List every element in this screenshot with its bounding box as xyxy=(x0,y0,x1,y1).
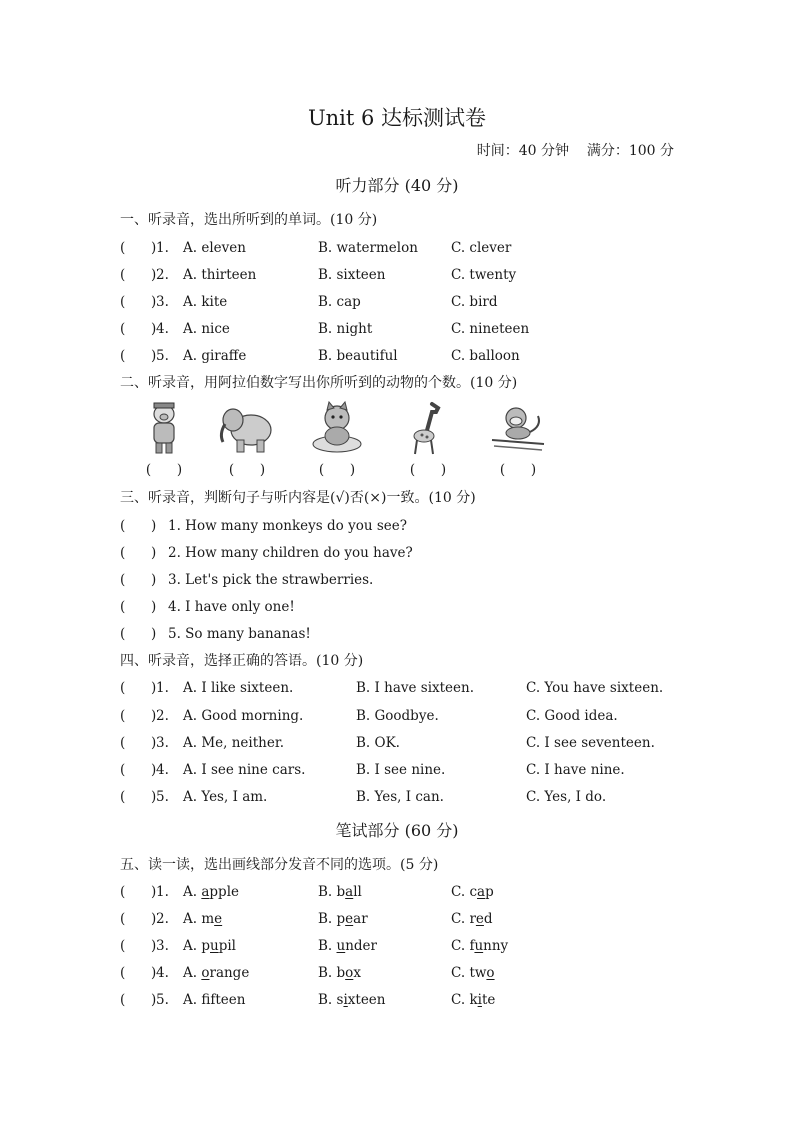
statement-text: 5. So many bananas! xyxy=(168,626,311,642)
question-number: 4. xyxy=(156,321,169,337)
option-a: A. pupil xyxy=(183,938,236,954)
option-a: A. ffteen xyxy=(183,992,246,1008)
question-number: 1. xyxy=(156,240,169,256)
question-number: 3. xyxy=(156,735,169,751)
question-number: 4. xyxy=(156,762,169,778)
elephant-icon xyxy=(215,400,279,458)
option-c: C. kite xyxy=(451,992,496,1008)
option-a: A. giraffe xyxy=(183,348,247,364)
count-blank[interactable]: ( ) xyxy=(318,462,356,478)
answer-bracket[interactable]: ( ) xyxy=(120,789,157,805)
underlined-letter: a xyxy=(345,884,354,900)
question-number: 4. xyxy=(156,965,169,981)
option-c: C. I see seventeen. xyxy=(526,735,655,751)
answer-bracket[interactable]: ( ) xyxy=(120,599,157,615)
answer-bracket[interactable]: ( ) xyxy=(120,294,157,310)
answer-bracket[interactable]: ( ) xyxy=(120,884,157,900)
option-a: A. Yes, I am. xyxy=(183,789,268,805)
option-a: A. kite xyxy=(183,294,228,310)
option-c: C. red xyxy=(451,911,493,927)
option-b: B. under xyxy=(318,938,377,954)
count-blank[interactable]: ( ) xyxy=(228,462,266,478)
answer-bracket[interactable]: ( ) xyxy=(120,572,157,588)
answer-bracket[interactable]: ( ) xyxy=(120,626,157,642)
underlined-letter: e xyxy=(475,911,484,927)
answer-bracket[interactable]: ( ) xyxy=(120,267,157,283)
question-number: 2. xyxy=(156,911,169,927)
option-c: C. two xyxy=(451,965,495,981)
question-number: 2. xyxy=(156,267,169,283)
option-c: C. twenty xyxy=(451,267,517,283)
option-b: B. cap xyxy=(318,294,361,310)
statement-text: 4. I have only one! xyxy=(168,599,295,615)
time-score-info: 时间：40 分钟 满分：100 分 xyxy=(476,143,674,159)
answer-bracket[interactable]: ( ) xyxy=(120,965,157,981)
underlined-letter: e xyxy=(214,911,223,927)
option-a: A. me xyxy=(183,911,223,927)
option-a: A. nice xyxy=(183,321,230,337)
option-b: B. sixteen xyxy=(318,267,386,283)
answer-bracket[interactable]: ( ) xyxy=(120,938,157,954)
option-c: C. You have sixteen. xyxy=(526,680,664,696)
underlined-letter: o xyxy=(345,965,354,981)
written-part-title: 笔试部分 (60 分) xyxy=(335,821,459,840)
question-number: 5. xyxy=(156,348,169,364)
underlined-letter: o xyxy=(486,965,495,981)
section5-title: 五、读一读，选出画线部分发音不同的选项。(5 分) xyxy=(120,857,439,873)
statement-text: 1. How many monkeys do you see? xyxy=(168,518,407,534)
answer-bracket[interactable]: ( ) xyxy=(120,911,157,927)
underlined-letter: a xyxy=(477,884,486,900)
option-a: A. Me, neither. xyxy=(183,735,285,751)
page-title: Unit 6 达标测试卷 xyxy=(307,106,487,130)
question-number: 5. xyxy=(156,992,169,1008)
underlined-letter: i xyxy=(343,992,348,1008)
option-b: B. I see nine. xyxy=(356,762,446,778)
cat-icon xyxy=(305,400,369,458)
section1-title: 一、听录音，选出所听到的单词。(10 分) xyxy=(120,212,378,228)
count-blank[interactable]: ( ) xyxy=(409,462,447,478)
animal-item xyxy=(132,400,196,478)
option-b: B. sixteen xyxy=(318,992,386,1008)
option-b: B. beautiful xyxy=(318,348,398,364)
underlined-letter: e xyxy=(345,911,354,927)
option-b: B. box xyxy=(318,965,361,981)
option-b: B. night xyxy=(318,321,373,337)
underlined-letter: u xyxy=(336,938,346,954)
answer-bracket[interactable]: ( ) xyxy=(120,762,157,778)
option-c: C. clever xyxy=(451,240,512,256)
option-a: A. thirteen xyxy=(183,267,257,283)
option-a: A. I see nine cars. xyxy=(183,762,306,778)
option-c: C. bird xyxy=(451,294,498,310)
option-b: B. watermelon xyxy=(318,240,418,256)
option-b: B. I have sixteen. xyxy=(356,680,475,696)
question-number: 3. xyxy=(156,294,169,310)
animal-item xyxy=(305,400,369,478)
question-number: 3. xyxy=(156,938,169,954)
underlined-letter: i xyxy=(477,992,482,1008)
option-a: A. apple xyxy=(183,884,239,900)
option-a: A. orange xyxy=(183,965,250,981)
monkey-icon xyxy=(486,400,550,458)
answer-bracket[interactable]: ( ) xyxy=(120,735,157,751)
statement-text: 2. How many children do you have? xyxy=(168,545,413,561)
question-number: 2. xyxy=(156,708,169,724)
answer-bracket[interactable]: ( ) xyxy=(120,348,157,364)
animal-item xyxy=(215,400,279,478)
statement-text: 3. Let's pick the strawberries. xyxy=(168,572,374,588)
answer-bracket[interactable]: ( ) xyxy=(120,708,157,724)
animal-item xyxy=(396,400,460,478)
giraffe-icon xyxy=(396,400,460,458)
option-b: B. OK. xyxy=(356,735,400,751)
option-a: A. Good morning. xyxy=(183,708,304,724)
underlined-letter: u xyxy=(210,938,219,954)
listening-part-title: 听力部分 (40 分) xyxy=(335,176,459,195)
underlined-letter: a xyxy=(201,884,210,900)
option-b: B. Goodbye. xyxy=(356,708,439,724)
answer-bracket[interactable]: ( ) xyxy=(120,240,157,256)
pig-icon xyxy=(132,400,196,458)
underlined-letter: o xyxy=(201,965,210,981)
option-c: C. Good idea. xyxy=(526,708,618,724)
question-number: 5. xyxy=(156,789,169,805)
option-c: C. cap xyxy=(451,884,494,900)
animal-pictures xyxy=(120,400,580,488)
question-number: 1. xyxy=(156,884,169,900)
option-c: C. Yes, I do. xyxy=(526,789,607,805)
section3-title: 三、听录音，判断句子与听内容是(√)否(×)一致。(10 分) xyxy=(120,490,476,506)
question-number: 1. xyxy=(156,680,169,696)
underlined-letter: u xyxy=(474,938,484,954)
option-c: C. balloon xyxy=(451,348,520,364)
option-b: B. ball xyxy=(318,884,362,900)
animal-item xyxy=(486,400,550,478)
option-a: A. I like sixteen. xyxy=(183,680,294,696)
section4-title: 四、听录音，选择正确的答语。(10 分) xyxy=(120,653,364,669)
answer-bracket[interactable]: ( ) xyxy=(120,518,157,534)
answer-bracket[interactable]: ( ) xyxy=(120,992,157,1008)
answer-bracket[interactable]: ( ) xyxy=(120,321,157,337)
option-c: C. nineteen xyxy=(451,321,530,337)
count-blank[interactable]: ( ) xyxy=(499,462,537,478)
option-b: B. Yes, I can. xyxy=(356,789,444,805)
section2-title: 二、听录音，用阿拉伯数字写出你所听到的动物的个数。(10 分) xyxy=(120,375,518,391)
answer-bracket[interactable]: ( ) xyxy=(120,680,157,696)
answer-bracket[interactable]: ( ) xyxy=(120,545,157,561)
option-c: C. I have nine. xyxy=(526,762,625,778)
count-blank[interactable]: ( ) xyxy=(145,462,183,478)
option-a: A. eleven xyxy=(183,240,246,256)
option-b: B. pear xyxy=(318,911,368,927)
option-c: C. funny xyxy=(451,938,509,954)
